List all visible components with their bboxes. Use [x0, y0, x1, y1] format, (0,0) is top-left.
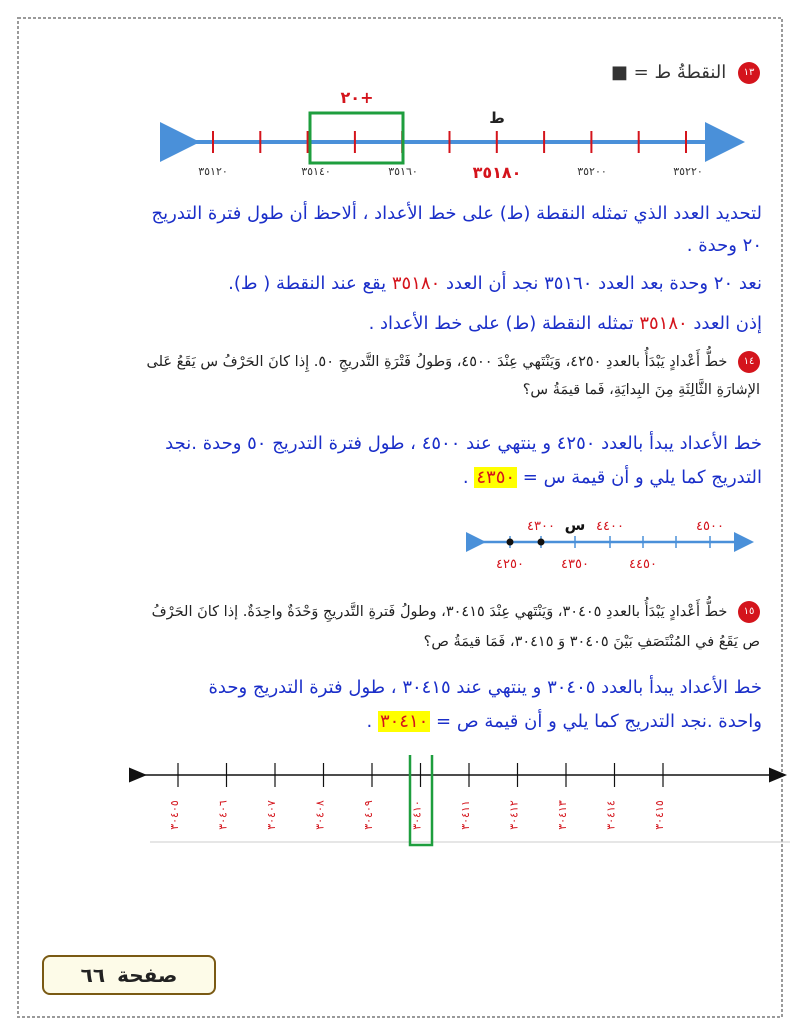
- problem-14-text-2: الإشارَةِ الثَّالِثَةِ مِنَ البِدايَةِ، فَما قيمَةُ س؟: [522, 382, 760, 398]
- bottom-label-4250: ٤٢٥٠: [496, 557, 524, 572]
- tick-label-35180: ٣٥١٨٠: [472, 163, 522, 182]
- top-label-s: س: [564, 516, 586, 534]
- problem-13-label: النقطةُ ط = ■: [610, 62, 727, 83]
- answer-13-number: ٣٥١٨٠: [391, 273, 441, 294]
- top-label-4500: ٤٥٠٠: [696, 519, 724, 534]
- tick-label-15-9: ٣٠٤١٤: [604, 800, 618, 830]
- top-label-4300: ٤٣٠٠: [527, 519, 555, 534]
- tick-label-35200: ٣٥٢٠٠: [577, 165, 607, 178]
- tick-label-15-6: ٣٠٤١١: [459, 800, 472, 830]
- problem-13-answer-3: نعد ٢٠ وحدة بعد العدد ٣٥١٦٠ نجد أن العدد ٣٥١٨٠ يقع عند النقطة ( ط).: [228, 273, 762, 294]
- problem-13-answer-4: إذن العدد ٣٥١٨٠ تمثله النقطة (ط) على خط الأعداد .: [368, 313, 762, 334]
- page-number: ٦٦: [80, 963, 106, 987]
- problem-14-answer-2: التدريج كما يلي و أن قيمة س = ٤٣٥٠ .: [462, 467, 762, 488]
- dot-4250: [507, 539, 514, 546]
- problem-13-answer-2: ٢٠ وحدة .: [686, 235, 762, 256]
- problem-14-answer-1: خط الأعداد يبدأ بالعدد ٤٢٥٠ و ينتهي عند ٤٥٠٠ ، طول فترة التدريج ٥٠ وحدة .نجد: [165, 433, 762, 454]
- problem-13-answer-1: لتحديد العدد الذي تمثله النقطة (ط) على خط الأعداد ، ألاحظ أن طول فترة التدريج: [151, 203, 762, 224]
- tick-label-15-1: ٣٠٤٠٦: [216, 800, 230, 830]
- number-line-15: [0, 755, 800, 865]
- tick-label-15-0: ٣٠٤٠٥: [168, 800, 181, 830]
- dot-4300: [538, 539, 545, 546]
- top-label-4400: ٤٤٠٠: [596, 519, 624, 534]
- tick-label-15-7: ٣٠٤١٢: [507, 800, 521, 830]
- number-line-13: [0, 65, 800, 195]
- problem-15-answer-1: خط الأعداد يبدأ بالعدد ٣٠٤٠٥ و ينتهي عند ٣٠٤١٥ ، طول فترة التدريج وحدة: [208, 677, 762, 698]
- problem-14-text-1: ١٤ خطُّ أَعْدادٍ يَبْدَأُ بالعددِ ٤٢٥٠، وَيَنْتَهي عِنْدَ ٤٥٠٠، وَطولُ فَتْرَةِ التَّدريجِ ٥٠. إِذا كانَ الحَرْفُ س يَقَعُ عَلى: [147, 350, 761, 374]
- interval-label: ٢٠+: [340, 88, 374, 107]
- number-line-14: [0, 500, 800, 580]
- problem-14-badge: ١٤: [738, 351, 760, 373]
- answer-14-value: ٤٣٥٠: [476, 467, 516, 488]
- bottom-label-4350: ٤٣٥٠: [561, 557, 589, 572]
- tick-label-15-4: ٣٠٤٠٩: [362, 800, 375, 830]
- answer-13-number-2: ٣٥١٨٠: [639, 313, 688, 334]
- bottom-label-4450: ٤٤٥٠: [629, 557, 657, 572]
- problem-13-badge: ١٣: [738, 62, 760, 84]
- problem-15-badge: ١٥: [738, 601, 760, 623]
- tick-label-15-3: ٣٠٤٠٨: [313, 800, 327, 830]
- problem-15-text-1: ١٥ خطُّ أَعْدادٍ يَبْدَأُ بالعددِ ٣٠٤٠٥، وَيَنْتَهي عِنْدَ ٣٠٤١٥، وطولُ فَترةِ التَّدريجِ وَحْدَةٌ واحِدَةٌ. إذا كانَ الحَرْفُ: [152, 600, 760, 624]
- tick-label-35140: ٣٥١٤٠: [301, 165, 331, 178]
- page-number-box: [42, 955, 216, 995]
- tick-label-15-2: ٣٠٤٠٧: [265, 800, 278, 830]
- tick-label-15-8: ٣٠٤١٣: [556, 800, 569, 830]
- tick-label-35160: ٣٥١٦٠: [388, 165, 418, 178]
- page-word: صفحة: [117, 963, 178, 987]
- tick-label-15-10: ٣٠٤١٥: [653, 800, 666, 830]
- problem-15-text-2: ص يَقَعُ في المُنْتَصَفِ بَيْنَ ٣٠٤٠٥ وَ ٣٠٤١٥، فَمَا قيمَةُ ص؟: [423, 634, 760, 650]
- point-label: ط: [489, 109, 505, 127]
- tick-label-35120: ٣٥١٢٠: [198, 165, 228, 178]
- tick-label-15-5: ٣٠٤١٠: [410, 800, 424, 830]
- answer-15-value: ٣٠٤١٠: [379, 711, 429, 732]
- interval-box: [310, 113, 403, 163]
- tick-label-35220: ٣٥٢٢٠: [673, 165, 703, 178]
- problem-15-answer-2: واحدة .نجد التدريج كما يلي و أن قيمة ص = ٣٠٤١٠ .: [366, 711, 762, 732]
